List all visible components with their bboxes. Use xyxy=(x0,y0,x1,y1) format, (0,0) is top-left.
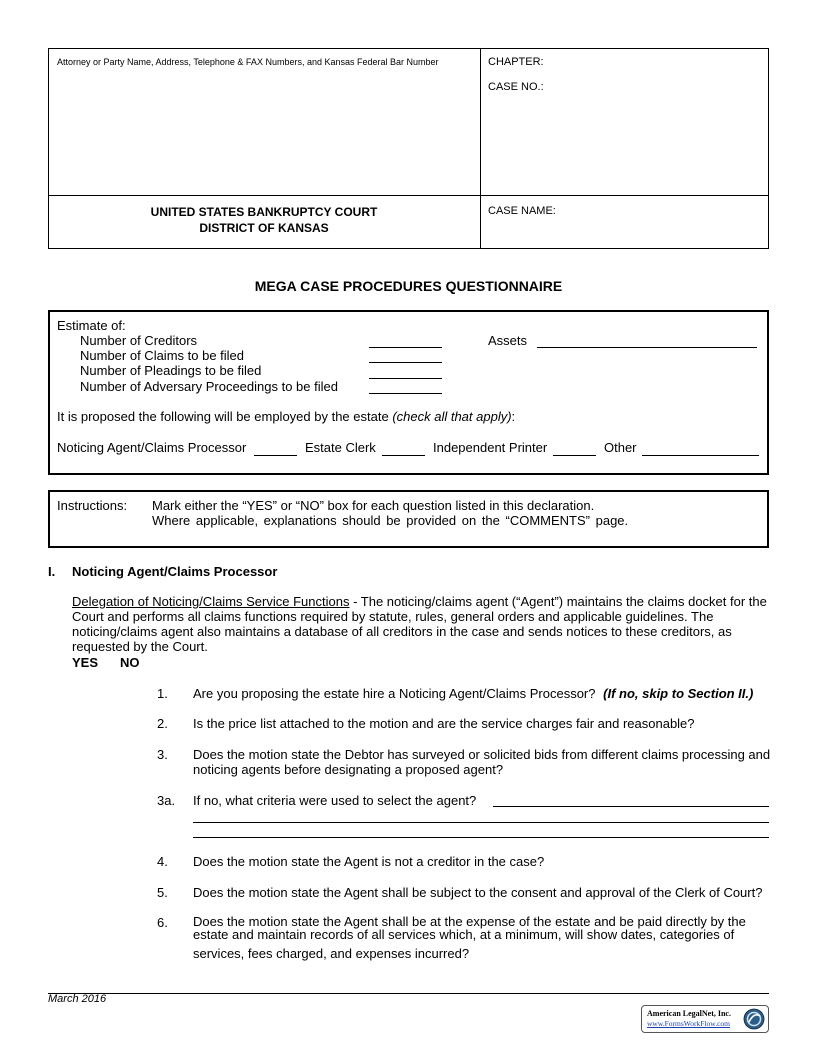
creditors-field[interactable] xyxy=(369,347,442,348)
question-6-line-1: Does the motion state the Agent shall be at the expense of the estate and be paid directly by the xyxy=(193,914,746,929)
claims-field[interactable] xyxy=(369,362,442,363)
question-3a-number: 3a. xyxy=(157,793,176,808)
adversary-label: Number of Adversary Proceedings to be filed xyxy=(80,379,338,394)
delegation-text-1: - The noticing/claims agent (“Agent”) maintains the claims docket for the xyxy=(349,594,767,609)
question-6-number: 6. xyxy=(157,915,168,930)
delegation-paragraph xyxy=(72,594,772,654)
question-3a-answer-line-1[interactable] xyxy=(493,806,769,807)
section-1-number: I. xyxy=(48,564,56,579)
footer-rule xyxy=(48,993,769,994)
noticing-agent-field[interactable] xyxy=(254,455,297,456)
question-1-number: 1. xyxy=(157,686,168,701)
chapter-label: CHAPTER: xyxy=(488,56,544,68)
question-1-note: (If no, skip to Section II.) xyxy=(603,686,754,701)
pleadings-label: Number of Pleadings to be filed xyxy=(80,363,262,378)
question-4-text: Does the motion state the Agent is not a creditor in the case? xyxy=(193,854,545,869)
page-title: MEGA CASE PROCEDURES QUESTIONNAIRE xyxy=(254,278,563,294)
question-6-line-2: estate and maintain records of all services which, at a minimum, will show dates, categories of xyxy=(193,927,735,942)
adversary-field[interactable] xyxy=(369,393,442,394)
header-horizontal-divider xyxy=(48,195,769,196)
estimate-heading: Estimate of: xyxy=(57,318,126,333)
instructions-line-1: Mark either the “YES” or “NO” box for each question listed in this declaration. xyxy=(152,498,595,513)
question-6-line-3: services, fees charged, and expenses incurred? xyxy=(193,946,470,961)
brand-name: American LegalNet, Inc. xyxy=(647,1009,731,1018)
header-vertical-divider xyxy=(480,48,481,249)
brand-url: www.FormsWorkFlow.com xyxy=(647,1019,731,1028)
question-3a-answer-line-2[interactable] xyxy=(193,822,769,823)
estate-clerk-label: Estate Clerk xyxy=(305,440,376,455)
claims-label: Number of Claims to be filed xyxy=(80,348,245,363)
other-field[interactable] xyxy=(642,455,759,456)
instructions-line-2: Where applicable, explanations should be provided on the “COMMENTS” page. xyxy=(152,513,629,528)
delegation-line-3: noticing/claims agent also maintains a database of all creditors in the case and sends notices to these creditors, as xyxy=(72,624,732,639)
assets-label: Assets xyxy=(488,333,528,348)
proposed-italic: (check all that apply) xyxy=(392,409,512,424)
question-2-number: 2. xyxy=(157,716,168,731)
proposed-suffix: : xyxy=(511,409,516,424)
question-3-line-1: Does the motion state the Debtor has surveyed or solicited bids from different claims processing and xyxy=(193,747,771,762)
pleadings-field[interactable] xyxy=(369,378,442,379)
case-name-label: CASE NAME: xyxy=(488,205,556,217)
instructions-label: Instructions: xyxy=(57,498,128,513)
brand-badge[interactable] xyxy=(641,1005,769,1033)
question-6-text xyxy=(193,915,746,960)
question-5-text: Does the motion state the Agent shall be subject to the consent and approval of the Clerk of Court? xyxy=(193,885,763,900)
noticing-agent-label: Noticing Agent/Claims Processor xyxy=(57,440,247,455)
question-3-line-2: noticing agents before designating a proposed agent? xyxy=(193,762,504,777)
delegation-line-4: requested by the Court. xyxy=(72,639,208,654)
court-name xyxy=(48,204,480,236)
yes-column-header: YES xyxy=(72,655,99,670)
court-line-2: DISTRICT OF KANSAS xyxy=(199,221,329,235)
globe-icon xyxy=(743,1008,765,1030)
estate-clerk-field[interactable] xyxy=(382,455,425,456)
footer-date: March 2016 xyxy=(48,993,107,1005)
creditors-label: Number of Creditors xyxy=(80,333,198,348)
question-3a-answer-line-3[interactable] xyxy=(193,837,769,838)
question-1-body: Are you proposing the estate hire a Noticing Agent/Claims Processor? xyxy=(193,686,596,701)
attorney-label: Attorney or Party Name, Address, Telephone & FAX Numbers, and Kansas Federal Bar Number xyxy=(57,57,439,67)
other-label: Other xyxy=(604,440,637,455)
delegation-line-1 xyxy=(72,594,772,609)
court-line-1: UNITED STATES BANKRUPTCY COURT xyxy=(150,205,378,219)
question-3a-text: If no, what criteria were used to select the agent? xyxy=(193,793,477,808)
case-no-label: CASE NO.: xyxy=(488,81,544,93)
section-1-title: Noticing Agent/Claims Processor xyxy=(72,564,278,579)
question-3-text xyxy=(193,747,770,777)
assets-field[interactable] xyxy=(537,347,757,348)
independent-printer-field[interactable] xyxy=(553,455,596,456)
question-5-number: 5. xyxy=(157,885,168,900)
delegation-heading: Delegation of Noticing/Claims Service Functions xyxy=(72,594,350,609)
independent-printer-label: Independent Printer xyxy=(433,440,548,455)
question-1-text xyxy=(193,686,753,701)
proposed-prefix: It is proposed the following will be employed by the estate xyxy=(57,409,393,424)
question-4-number: 4. xyxy=(157,854,168,869)
no-column-header: NO xyxy=(120,655,140,670)
proposed-statement xyxy=(57,409,515,424)
question-3-number: 3. xyxy=(157,747,168,762)
question-2-text: Is the price list attached to the motion and are the service charges fair and reasonable? xyxy=(193,716,695,731)
delegation-line-2: Court and performs all claims functions required by statute, rules, general orders and applicable guidelines. The xyxy=(72,609,714,624)
